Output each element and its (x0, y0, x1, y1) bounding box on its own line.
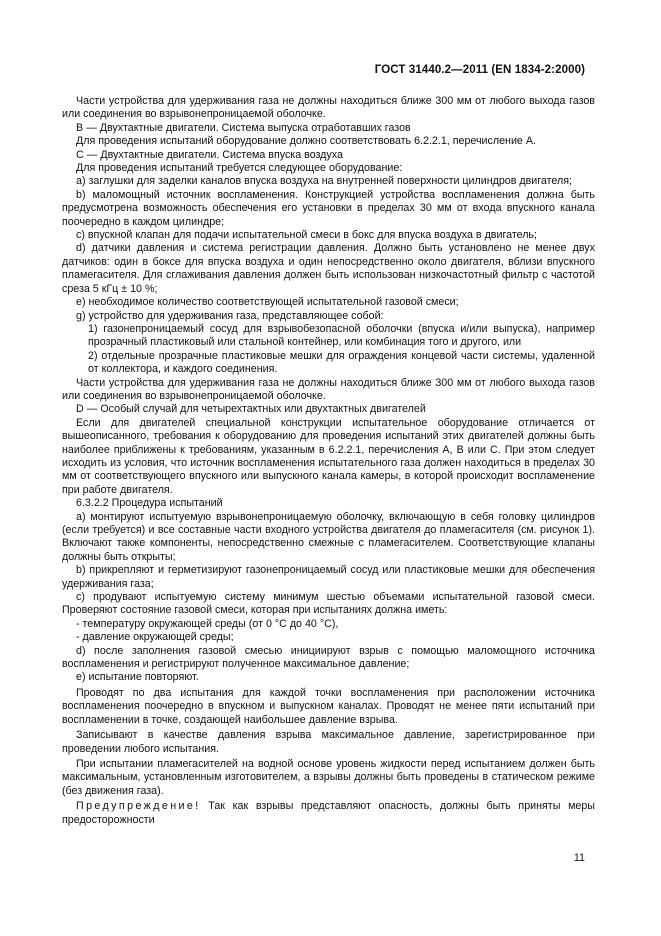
dash-item: - температуру окружающей среды (от 0 °С до 40 °С), (76, 617, 339, 630)
warning-text: Так как взрывы представляют опасность, должны быть приняты меры предосторожности (62, 800, 595, 826)
paragraph: Части устройства для удерживания газа не должны находиться ближе 300 мм от любого выхода газов или соединения во взрывонепроницаемой оболочке. (62, 376, 595, 402)
paragraph: Записывают в качестве давления взрыва максимальное давление, зарегистрированное при проведении любого испытания. (62, 729, 595, 755)
list-item: а) заглушки для заделки каналов впуска воздуха на внутренней поверхности цилиндров двигателя; (76, 175, 572, 188)
sub-list-item: 1) газонепроницаемый сосуд для взрывобезопасной оболочки (впуска и/или выпуска), например прозрачный пластиковый или стальной контейнер, или комбинация того и другого, или (88, 322, 595, 349)
list-item: а) монтируют испытуемую взрывонепроницаемую оболочку, включающую в себя головку цилиндров (если требуется) и все составные части входного устройства двигателя до пламегасителя (см. рисунок 1). Включают также компоненты, непосредственно смежные с пламегасителем. Соответствующие клапаны должны быть открыты; (62, 510, 595, 563)
list-item: c) продувают испытуемую систему минимум шестью объемами испытательной газовой смеси. Проверяют состояние газовой смеси, которая при испытаниях должна иметь: (62, 591, 595, 617)
document-body (62, 95, 595, 827)
document-header: ГОСТ 31440.2—2011 (EN 1834-2:2000) (374, 64, 585, 76)
subsection-heading: 6.3.2.2 Процедура испытаний (76, 497, 223, 510)
paragraph: Для проведения испытаний оборудование должно соответствовать 6.2.2.1, перечисление А. (76, 135, 536, 148)
dash-item: - давление окружающей среды; (76, 631, 234, 644)
section-heading: B — Двухтактные двигатели. Система выпуска отработавших газов (76, 121, 411, 134)
section-heading: D — Особый случай для четырехтактных или двухтактных двигателей (76, 403, 426, 416)
list-item: e) испытание повторяют. (76, 671, 199, 684)
paragraph: Части устройства для удерживания газа не должны находиться ближе 300 мм от любого выхода газов или соединения во взрывонепроницаемой оболочке. (62, 95, 595, 121)
list-item: g) устройство для удерживания газа, представляющее собой: (76, 309, 384, 322)
sub-list-item: 2) отдельные прозрачные пластиковые мешки для ограждения концевой части системы, удаленной от коллектора, и каждого соединения. (88, 349, 595, 376)
paragraph: Если для двигателей специальной конструкции испытательное оборудование отличается от вышеописанного, требования к оборудованию для проведения испытаний этих двигателей должны быть наиболее приближены к требованиям, указанным в 6.2.2.1, перечисления А, В или С. При этом следует исходить из условия, что источник воспламенения испытательного газа должен находиться в пределах 30 мм от соответствующего впускного или выпускного канала камеры, в которой происходит воспламенение при работе двигателя. (62, 416, 595, 496)
list-item: e) необходимое количество соответствующей испытательной газовой смеси; (76, 296, 459, 309)
list-item: d) датчики давления и система регистрации давления. Должно быть установлено не менее двух датчиков: один в боксе для впуска воздуха и один непосредственно около двигателя, вблизи впускного пламегасителя. Для сглаживания давления должен быть использован низкочастотный фильтр с частотой среза 5 кГц ± 10 %; (62, 242, 595, 295)
list-item: b) маломощный источник воспламенения. Конструкцией устройства воспламенения должна быть предусмотрена возможность обеспечения его установки в пределах 30 мм от входа впускного канала поочередно в каждом цилиндре; (62, 188, 595, 228)
list-item: d) после заполнения газовой смесью инициируют взрыв с помощью маломощного источника воспламенения и регистрируют полученное максимальное давление; (62, 644, 595, 671)
page-number: 11 (573, 852, 585, 864)
paragraph: При испытании пламегасителей на водной основе уровень жидкости перед испытанием должен быть максимальным, установленным изготовителем, а взрывы должны быть проведены в статическом режиме (без движения газа). (62, 757, 595, 797)
paragraph: Проводят по два испытания для каждой точки воспламенения при расположении источника воспламенения поочередно в впускном и выпускном каналах. Проводят не менее пяти испытаний при воспламенении в точке, создающей наибольшее давление взрыва. (62, 686, 595, 726)
list-item: b) прикрепляют и герметизируют газонепроницаемый сосуд или пластиковые мешки для обеспечения удерживания газа; (62, 564, 595, 590)
list-item: c) впускной клапан для подачи испытательной смеси в бокс для впуска воздуха в двигатель; (76, 229, 537, 242)
section-heading: C — Двухтактные двигатели. Система впуска воздуха (76, 148, 343, 161)
warning-paragraph (62, 800, 595, 827)
paragraph: Для проведения испытаний требуется следующее оборудование: (76, 162, 403, 175)
warning-label: Предупреждение! (76, 800, 201, 813)
